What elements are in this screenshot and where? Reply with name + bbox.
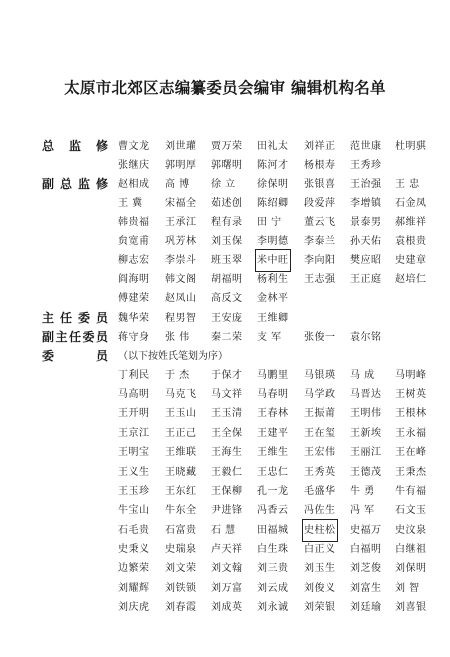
person-name: 丁利民: [118, 370, 150, 381]
person-name: 景泰男: [350, 217, 382, 228]
person-name: 徐 立: [211, 179, 236, 190]
person-name: 金林平: [257, 293, 289, 304]
person-name: 史柱松: [304, 521, 336, 540]
section-label: 副 主 任 委 员: [42, 330, 108, 344]
person-name: 孙天佑: [350, 236, 382, 247]
person-name: 毛盛华: [304, 486, 336, 497]
person-name: 刘世瓘: [165, 141, 197, 152]
person-name: 李增镇: [350, 198, 382, 209]
person-name: 白正义: [304, 544, 336, 555]
person-name: 王维卿: [257, 313, 289, 324]
person-name: 马学政: [304, 389, 336, 400]
person-name: 马明峰: [395, 370, 427, 381]
person-name: 王全保: [211, 428, 243, 439]
person-name: 刘耀辉: [118, 583, 150, 594]
person-name: 王京江: [118, 428, 150, 439]
person-name: 王 冀: [118, 198, 143, 209]
person-name: 刘廷瑜: [350, 602, 382, 613]
person-name: 王建平: [257, 428, 289, 439]
person-name: 王玉山: [165, 408, 197, 419]
person-name: 米中旺: [257, 251, 289, 270]
page-title: 太原市北郊区志编纂委员会编审 编辑机构名单: [64, 79, 386, 97]
person-name: 王玉清: [211, 408, 243, 419]
person-name: 石文玉: [395, 505, 427, 516]
person-name: 刘 智: [395, 583, 420, 594]
person-name: 马春明: [257, 389, 289, 400]
person-name: 王治强: [350, 179, 382, 190]
person-name: 韩文阁: [165, 274, 197, 285]
person-name: 高 博: [165, 179, 190, 190]
person-name: 赵凤山: [165, 293, 197, 304]
person-name: 樊应昭: [350, 255, 382, 266]
person-name: 王秉杰: [395, 467, 427, 478]
person-name: 李明德: [257, 236, 289, 247]
person-name: 秦二荣: [211, 332, 243, 343]
section-label: 委 员: [42, 349, 108, 363]
person-name: 陈河才: [257, 160, 289, 171]
person-name: 白继祖: [395, 544, 427, 555]
person-name: 刘文翰: [211, 563, 243, 574]
person-name: 石金凤: [395, 198, 427, 209]
person-name: 王秀珍: [350, 160, 382, 171]
person-name: 郭曙明: [211, 160, 243, 171]
person-name: 柳志宏: [118, 255, 150, 266]
person-name: 韩贵福: [118, 217, 150, 228]
person-name: 刘富生: [350, 583, 382, 594]
person-name: 李崇斗: [165, 255, 197, 266]
person-name: 刘俊义: [304, 583, 336, 594]
person-name: 尹进锋: [211, 505, 243, 516]
person-name: 张 伟: [165, 332, 190, 343]
person-name: 王海生: [211, 447, 243, 458]
person-name: 刘永诚: [257, 602, 289, 613]
person-name: 郭明厚: [165, 160, 197, 171]
person-name: 王丽江: [350, 447, 382, 458]
person-name: 袁尔铭: [350, 332, 382, 343]
person-name: 马银瑛: [304, 370, 336, 381]
person-name: 刘三贵: [257, 563, 289, 574]
person-name: 刘文荣: [165, 563, 197, 574]
person-name: 王毅仁: [211, 467, 243, 478]
person-name: 王春林: [257, 408, 289, 419]
person-name: 王正庭: [350, 274, 382, 285]
person-name: 边繁荣: [118, 563, 150, 574]
person-name: 刘保明: [395, 563, 427, 574]
person-name: 王忠仁: [257, 467, 289, 478]
person-name: 王义生: [118, 467, 150, 478]
person-name: 茹述创: [211, 198, 243, 209]
person-name: 于保才: [211, 370, 243, 381]
person-name: 冯香云: [257, 505, 289, 516]
person-name: 贠宽甫: [118, 236, 150, 247]
person-name: 石富贵: [165, 525, 197, 536]
person-name: 刘玉生: [304, 563, 336, 574]
person-name: 李泰兰: [304, 236, 336, 247]
person-name: 刘成英: [211, 602, 243, 613]
person-name: 白福明: [350, 544, 382, 555]
person-name: 王维生: [257, 447, 289, 458]
person-name: 王在峰: [395, 447, 427, 458]
person-name: 王新埃: [350, 428, 382, 439]
person-name: 马高明: [118, 389, 150, 400]
person-name: 宋福全: [165, 198, 197, 209]
person-name: 王德茂: [350, 467, 382, 478]
person-name: 马克飞: [165, 389, 197, 400]
person-name: 班玉翠: [211, 255, 243, 266]
person-name: 白生珠: [257, 544, 289, 555]
person-name: 于 杰: [165, 370, 190, 381]
person-name: 刘云成: [257, 583, 289, 594]
person-name: 段爱萍: [304, 198, 336, 209]
person-name: 牛宝山: [118, 505, 150, 516]
person-name: 范世康: [350, 141, 382, 152]
person-name: 史汶泉: [395, 525, 427, 536]
person-name: 刘庆虎: [118, 602, 150, 613]
person-name: 冯佐生: [304, 505, 336, 516]
person-name: 刘铁锁: [165, 583, 197, 594]
person-name: 王正己: [165, 428, 197, 439]
section-label: 主 任 委 员: [42, 311, 108, 325]
person-name: 牛 勇: [350, 486, 375, 497]
person-name: 刘春霞: [165, 602, 197, 613]
person-name: 张银喜: [304, 179, 336, 190]
person-name: 魏华荣: [118, 313, 150, 324]
person-name: 卢天祥: [211, 544, 243, 555]
person-name: 傅建荣: [118, 293, 150, 304]
person-name: 王志强: [304, 274, 336, 285]
person-name: 王永福: [395, 428, 427, 439]
person-name: 石 慧: [211, 525, 236, 536]
person-name: 曹文龙: [118, 141, 150, 152]
person-name: 田礼太: [257, 141, 289, 152]
person-name: 程男智: [165, 313, 197, 324]
person-name: 王安庞: [211, 313, 243, 324]
person-name: 史秉义: [118, 544, 150, 555]
person-name: 杜明骐: [395, 141, 427, 152]
person-name: 刘荣银: [304, 602, 336, 613]
person-name: 杨利生: [257, 274, 289, 285]
person-name: 杨根寿: [304, 160, 336, 171]
person-name: 田 宁: [257, 217, 282, 228]
person-name: 赵培仁: [395, 274, 427, 285]
person-name: 石毛贵: [118, 525, 150, 536]
person-name: 蒋守身: [118, 332, 150, 343]
person-name: 王 忠: [395, 179, 420, 190]
person-name: 马鹏里: [257, 370, 289, 381]
person-name: 刘喜银: [395, 602, 427, 613]
person-name: 张俊一: [304, 332, 336, 343]
person-name: 马 成: [350, 370, 375, 381]
person-name: 巩芳林: [165, 236, 197, 247]
person-name: 赵相成: [118, 179, 150, 190]
person-name: 马文祥: [211, 389, 243, 400]
person-name: 王秀英: [304, 467, 336, 478]
person-name: 张继庆: [118, 160, 150, 171]
person-name: 王宏伟: [304, 447, 336, 458]
person-name: 王承江: [165, 217, 197, 228]
person-name: 王东红: [165, 486, 197, 497]
person-name: 史瑞泉: [165, 544, 197, 555]
person-name: 王玉珍: [118, 486, 150, 497]
person-name: 董云飞: [304, 217, 336, 228]
person-name: 高反文: [211, 293, 243, 304]
person-name: 王明伟: [350, 408, 382, 419]
person-name: 王保柳: [211, 486, 243, 497]
person-name: 王根林: [395, 408, 427, 419]
person-name: 胡福明: [211, 274, 243, 285]
person-name: 马晋达: [350, 389, 382, 400]
section-note: （以下按姓氏笔划为序）: [118, 351, 228, 362]
person-name: 史建章: [395, 255, 427, 266]
person-name: 王振莆: [304, 408, 336, 419]
person-name: 牛有福: [395, 486, 427, 497]
person-name: 刘玉保: [211, 236, 243, 247]
person-name: 程有录: [211, 217, 243, 228]
person-name: 王在玺: [304, 428, 336, 439]
person-name: 阎海明: [118, 274, 150, 285]
person-name: 郝维祥: [395, 217, 427, 228]
person-name: 刘祥正: [304, 141, 336, 152]
person-name: 孔一龙: [257, 486, 289, 497]
person-name: 贾万荣: [211, 141, 243, 152]
person-name: 牛东全: [165, 505, 197, 516]
person-name: 刘万富: [211, 583, 243, 594]
person-name: 陈绍卿: [257, 198, 289, 209]
person-name: 田福城: [257, 525, 289, 536]
section-label: 副 总 监 修: [42, 177, 108, 191]
person-name: 袁根贵: [395, 236, 427, 247]
person-name: 徐保明: [257, 179, 289, 190]
person-name: 刘芝俊: [350, 563, 382, 574]
person-name: 王开明: [118, 408, 150, 419]
person-name: 史福万: [350, 525, 382, 536]
person-name: 冯 军: [350, 505, 375, 516]
person-name: 王维联: [165, 447, 197, 458]
person-name: 支 军: [257, 332, 282, 343]
person-name: 王明宝: [118, 447, 150, 458]
person-name: 王树英: [395, 389, 427, 400]
person-name: 李向阳: [304, 255, 336, 266]
person-name: 王晓藏: [165, 467, 197, 478]
section-label: 总 监 修: [42, 139, 108, 153]
